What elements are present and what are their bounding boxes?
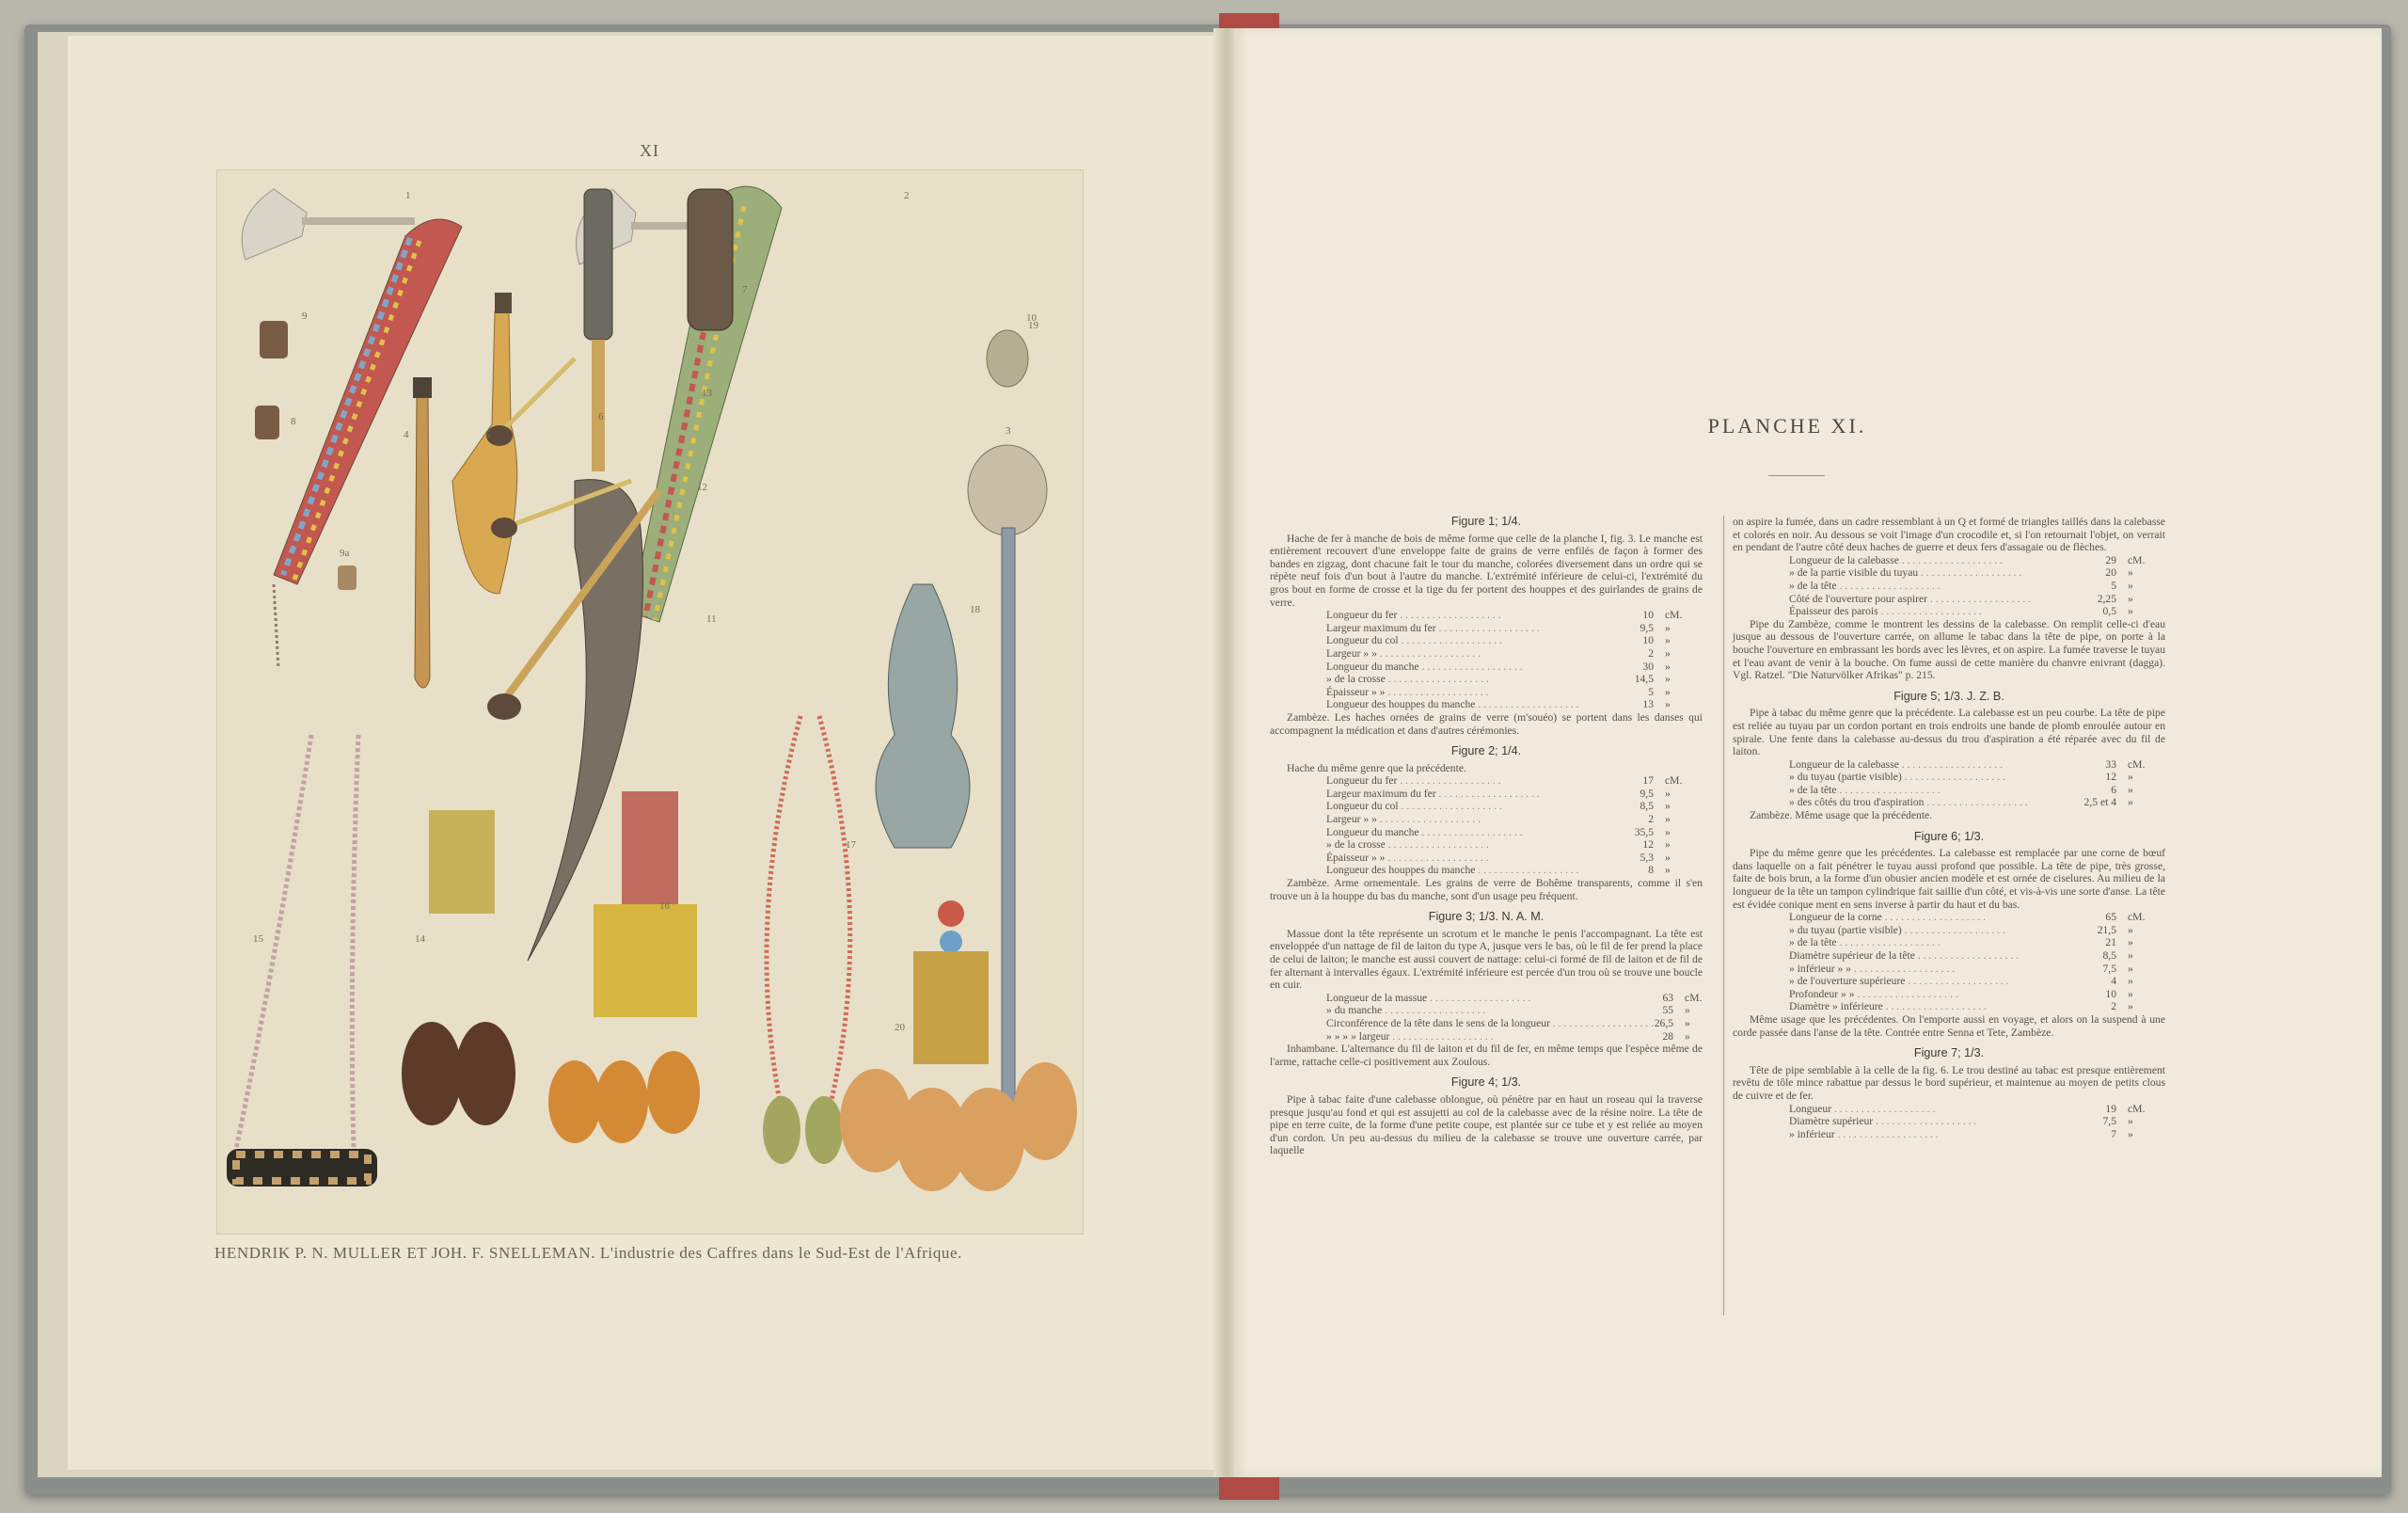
measurement-row: » du manche . . . 55 » (1270, 1004, 1703, 1017)
title-rule (1768, 475, 1825, 476)
measurement-table (1270, 992, 1703, 1043)
figure-description: Hache de fer à manche de bois de même forme que celle de la planche I, fig. 3. Le manche est entièrement recouvert d'une enveloppe faite de grains de verre enfilés de façon à former des bandes en zigzag, dont chacune fait le tour du manche, colorées diversement dans un ordre qui se répète neuf fois d'un bout à l'autre du manche. L'extrémité inférieure de celui-ci, l'extrémité du gros bout en forme de crosse et la tige du fer portent des houppes et des guirlandes de grains de verre. (1270, 532, 1703, 609)
figure-description: Pipe à tabac du même genre que la précédente. La calebasse est un peu courbe. La tête de pipe est reliée au tuyau par un cordon portant en trois endroits une bande de plomb enroulée autour en spirale. Une fente dans la calebasse au-dessus du trou d'aspiration a été réparée avec du fil de laiton. (1733, 707, 2165, 758)
measurement-row: » du tuyau (partie visible) . . . 12 » (1733, 771, 2165, 784)
measurement-row: Longueur du fer . . . 17 cM. (1270, 774, 1703, 788)
measurement-row: Épaisseur » » . . . 5,3 » (1270, 852, 1703, 865)
measurement-row: » inférieur . . . 7 » (1733, 1128, 2165, 1141)
figure-description: Massue dont la tête représente un scrotum et le manche le penis l'accompagnant. La tête est enveloppée d'un nattage de fil de laiton du type A, jusque vers le bas, où le fil de fer prend la place de celui de laiton; le manche est aussi couvert de nattage: celui-ci formé de fil de laiton et de fil de fer alternant à intervalles égaux. L'extrémité inférieure est percée d'un trou où se trouve une boucle en cuir. (1270, 927, 1703, 992)
figure-4-pipe (413, 377, 432, 688)
figure-note: Zambèze. Arme ornementale. Les grains de verre de Bohême transparents, comme il s'en trouve un à la houppe du bas du manche, sont d'un usage peu fréquent. (1270, 877, 1703, 902)
measurement-row: Épaisseur » » . . . 5 » (1270, 686, 1703, 699)
plate-artwork (217, 170, 1083, 1234)
plate-number: XI (640, 141, 659, 160)
figure-description: Tête de pipe semblable à la celle de la fig. 6. Le trou destiné au tabac est presque entièrement revêtu de tôle mince rabattue par dessus le bord supérieur, et maintenue au moyen de petits clous de cuivre et de fer. (1733, 1063, 2165, 1102)
measurement-table (1270, 774, 1703, 877)
measurement-row: Longueur du fer . . . 10 cM. (1270, 609, 1703, 622)
figure-8-cup (255, 406, 279, 439)
figure-heading: Figure 1; 1/4. (1450, 515, 1522, 528)
measurement-row: Largeur maximum du fer . . . 9,5 » (1270, 788, 1703, 801)
figure-description-continued: on aspire la fumée, dans un cadre ressemblant à un Q et formé de triangles taillés dans la calebasse et colorés en noir. Au dessous se voit l'image d'un crocodile et, si l'on retournait l'objet, on verrait en pendant de l'autre côté deux haches de guerre et deux fers d'assagaie ou de flèches. (1733, 516, 2165, 554)
figure-label: 8 (291, 416, 296, 427)
figure-note: Inhambane. L'alternance du fil de laiton et du fil de fer, en même temps que l'espèce même de l'arme, rattache celle-ci positivement aux Zoulous. (1270, 1043, 1703, 1068)
figure-label: 9 (302, 311, 308, 322)
measurement-row: Longueur de la calebasse . . . 33 cM. (1733, 758, 2165, 772)
measurement-row: » de la tête . . . 5 » (1733, 580, 2165, 593)
figure-19-egg (987, 330, 1028, 387)
figure-note: Zambèze. Même usage que la précédente. (1750, 809, 1933, 822)
measurement-table (1270, 609, 1703, 711)
figure-label: 17 (846, 839, 856, 851)
measurement-row: » du tuyau (partie visible) . . . 21,5 » (1733, 924, 2165, 937)
figure-17-necklace (763, 716, 850, 1164)
figure-label: 15 (253, 933, 263, 945)
text-column-right (1733, 516, 2165, 1140)
figure-14-rattles (402, 810, 515, 1125)
figure-label: 13 (702, 388, 712, 399)
measurement-row: Profondeur » » . . . 10 » (1733, 988, 2165, 1001)
figure-18-gourd (876, 584, 970, 848)
measurement-row: » de la tête . . . 21 » (1733, 936, 2165, 949)
figure-label: 14 (415, 933, 425, 945)
figure-label: 3 (1006, 425, 1011, 437)
page-title: PLANCHE XI. (1707, 414, 1867, 438)
measurement-table (1733, 1103, 2165, 1141)
measurement-row: Largeur » » . . . 2 » (1270, 647, 1703, 661)
measurement-row: Longueur du manche . . . 30 » (1270, 661, 1703, 674)
figure-note: Même usage que les précédentes. On l'emporte aussi en voyage, et alors on la suspend à une corde passée dans l'anse de la tête. Contrée entre Senna et Tete, Zambèze. (1733, 1012, 2165, 1039)
measurement-row: » des côtés du trou d'aspiration . . . 2,5 et 4 » (1733, 796, 2165, 809)
measurement-row: Longueur du manche . . . 35,5 » (1270, 826, 1703, 839)
measurement-row: » de l'ouverture supérieure . . . 4 » (1733, 975, 2165, 988)
figure-15-beaded-loop (227, 735, 377, 1187)
figure-label: 7 (742, 284, 748, 295)
figure-heading: Figure 2; 1/4. (1450, 744, 1522, 758)
figure-note: Zambèze. Les haches ornées de grains de verre (m'souéo) se portent dans les danses qui accompagnent la médication et dans d'autres cérémonies. (1270, 710, 1703, 737)
figure-heading: Figure 4; 1/3. (1450, 1075, 1522, 1090)
measurement-row: » inférieur » » . . . 7,5 » (1733, 963, 2165, 976)
measurement-row: » » » » largeur . . . 28 » (1270, 1030, 1703, 1043)
figure-label: 5 (485, 429, 491, 440)
measurement-row: Longueur du col . . . 10 » (1270, 634, 1703, 647)
figure-label: 9a (340, 548, 350, 559)
figure-description: Hache du même genre que la précédente. (1287, 761, 1466, 774)
measurement-row: » de la crosse . . . 12 » (1270, 838, 1703, 852)
measurement-table (1733, 758, 2165, 809)
figure-heading: Figure 6; 1/3. (1913, 829, 1985, 843)
plate-caption: HENDRIK P. N. MULLER ET JOH. F. SNELLEMAN. L'industrie des Caffres dans le Sud-Est de l'Afrique. (214, 1244, 963, 1262)
measurement-row: Diamètre » inférieure . . . 2 » (1733, 1000, 2165, 1013)
measurement-row: » de la partie visible du tuyau . . . 20 » (1733, 566, 2165, 580)
measurement-row: Largeur maximum du fer . . . 9,5 » (1270, 622, 1703, 635)
figure-label: 18 (970, 604, 980, 615)
figure-description: Pipe à tabac faite d'une calebasse oblongue, où pénètre par en haut un roseau qui la traverse presque jusqu'au fond et qui est assujetti au col de la calebasse avec de la résine noire. La tête de pipe en terre cuite, de la forme d'une petite coupe, est plantée sur ce tube et y est reliée au moyen d'un cordon. Un peu au-dessus du milieu de la calebasse se trouve une ouverture carrée, par laquelle (1270, 1092, 1703, 1157)
measurement-row: Longueur des houppes du manche . . . 8 » (1270, 864, 1703, 877)
measurement-row: Longueur de la corne . . . 65 cM. (1733, 911, 2165, 924)
figure-label: 20 (895, 1022, 905, 1033)
plate-illustration (216, 169, 1084, 1234)
figure-label: 16 (659, 900, 670, 912)
measurement-row: Longueur du col . . . 8,5 » (1270, 800, 1703, 813)
measurement-table (1733, 911, 2165, 1013)
figure-label: 10 (1026, 312, 1037, 324)
measurement-row: Longueur de la massue . . . 63 cM. (1270, 992, 1703, 1005)
measurement-row: Diamètre supérieur de la tête . . . 8,5 » (1733, 949, 2165, 963)
figure-note: Pipe du Zambèze, comme le montrent les dessins de la calebasse. On remplit celle-ci d'eau jusque au dessous de l'ouverture carrée, on allume le tabac dans la tête de pipe, on porte à la bouche l'ouverture en embrassant les bords avec les lèvres, et on aspire. La fumée traverse le tuyau et l'eau avant de venir à la bouche. On fume aussi de cette manière du chanvre enivrant (dagga). Vgl. Ratzel. "Die Naturvölker Afrikas" p. 215. (1733, 617, 2165, 682)
figure-label: 4 (404, 429, 409, 440)
figure-label: 12 (697, 482, 707, 493)
column-divider (1723, 516, 1724, 1315)
figure-20-rattle-bundle (840, 900, 1077, 1191)
measurement-table (1733, 554, 2165, 618)
figure-label: 2 (904, 190, 910, 201)
measurement-row: Longueur des houppes du manche . . . 13 » (1270, 698, 1703, 711)
figure-label: 6 (598, 411, 604, 422)
figure-label: 11 (706, 613, 717, 625)
measurement-row: » de la crosse . . . 14,5 » (1270, 673, 1703, 686)
figure-label: 19 (1028, 320, 1038, 331)
text-column-left (1270, 516, 1703, 1157)
measurement-row: Longueur . . . 19 cM. (1733, 1103, 2165, 1116)
measurement-row: Diamètre supérieur . . . 7,5 » (1733, 1115, 2165, 1128)
measurement-row: Longueur de la calebasse . . . 29 cM. (1733, 554, 2165, 567)
measurement-row: Côté de l'ouverture pour aspirer . . . 2,25 » (1733, 593, 2165, 606)
figure-heading: Figure 7; 1/3. (1913, 1046, 1985, 1060)
figure-7-pipe-head (688, 189, 733, 330)
measurement-row: Largeur » » . . . 2 » (1270, 813, 1703, 826)
figure-description: Pipe du même genre que les précédentes. La calebasse est remplacée par une corne de bœuf dans laquelle on a fait pénétrer le tuyau aussi profond que possible. La tête de pipe, très grosse, faite de bois brun, a la forme d'un obusier ancien modèle et est ornée de ciselures. Au milieu de la longueur de la tête un tampon cylindrique fait saillie d'un côté, et vis-à-vis une sorte d'anse. La tête est évidée conique ment en sens inverse à partir du haut et du bas. (1733, 847, 2165, 911)
figure-label: 1 (405, 190, 411, 201)
measurement-row: Épaisseur des parois . . . 0,5 » (1733, 605, 2165, 618)
measurement-row: » de la tête . . . 6 » (1733, 784, 2165, 797)
figure-9-cup (260, 321, 288, 358)
measurement-row: Circonférence de la tête dans le sens de la longueur . . . 26,5 » (1270, 1017, 1703, 1030)
figure-heading: Figure 3; 1/3. N. A. M. (1428, 910, 1545, 924)
figure-heading: Figure 5; 1/3. J. Z. B. (1893, 689, 2004, 703)
figure-9a-cup (338, 565, 356, 590)
